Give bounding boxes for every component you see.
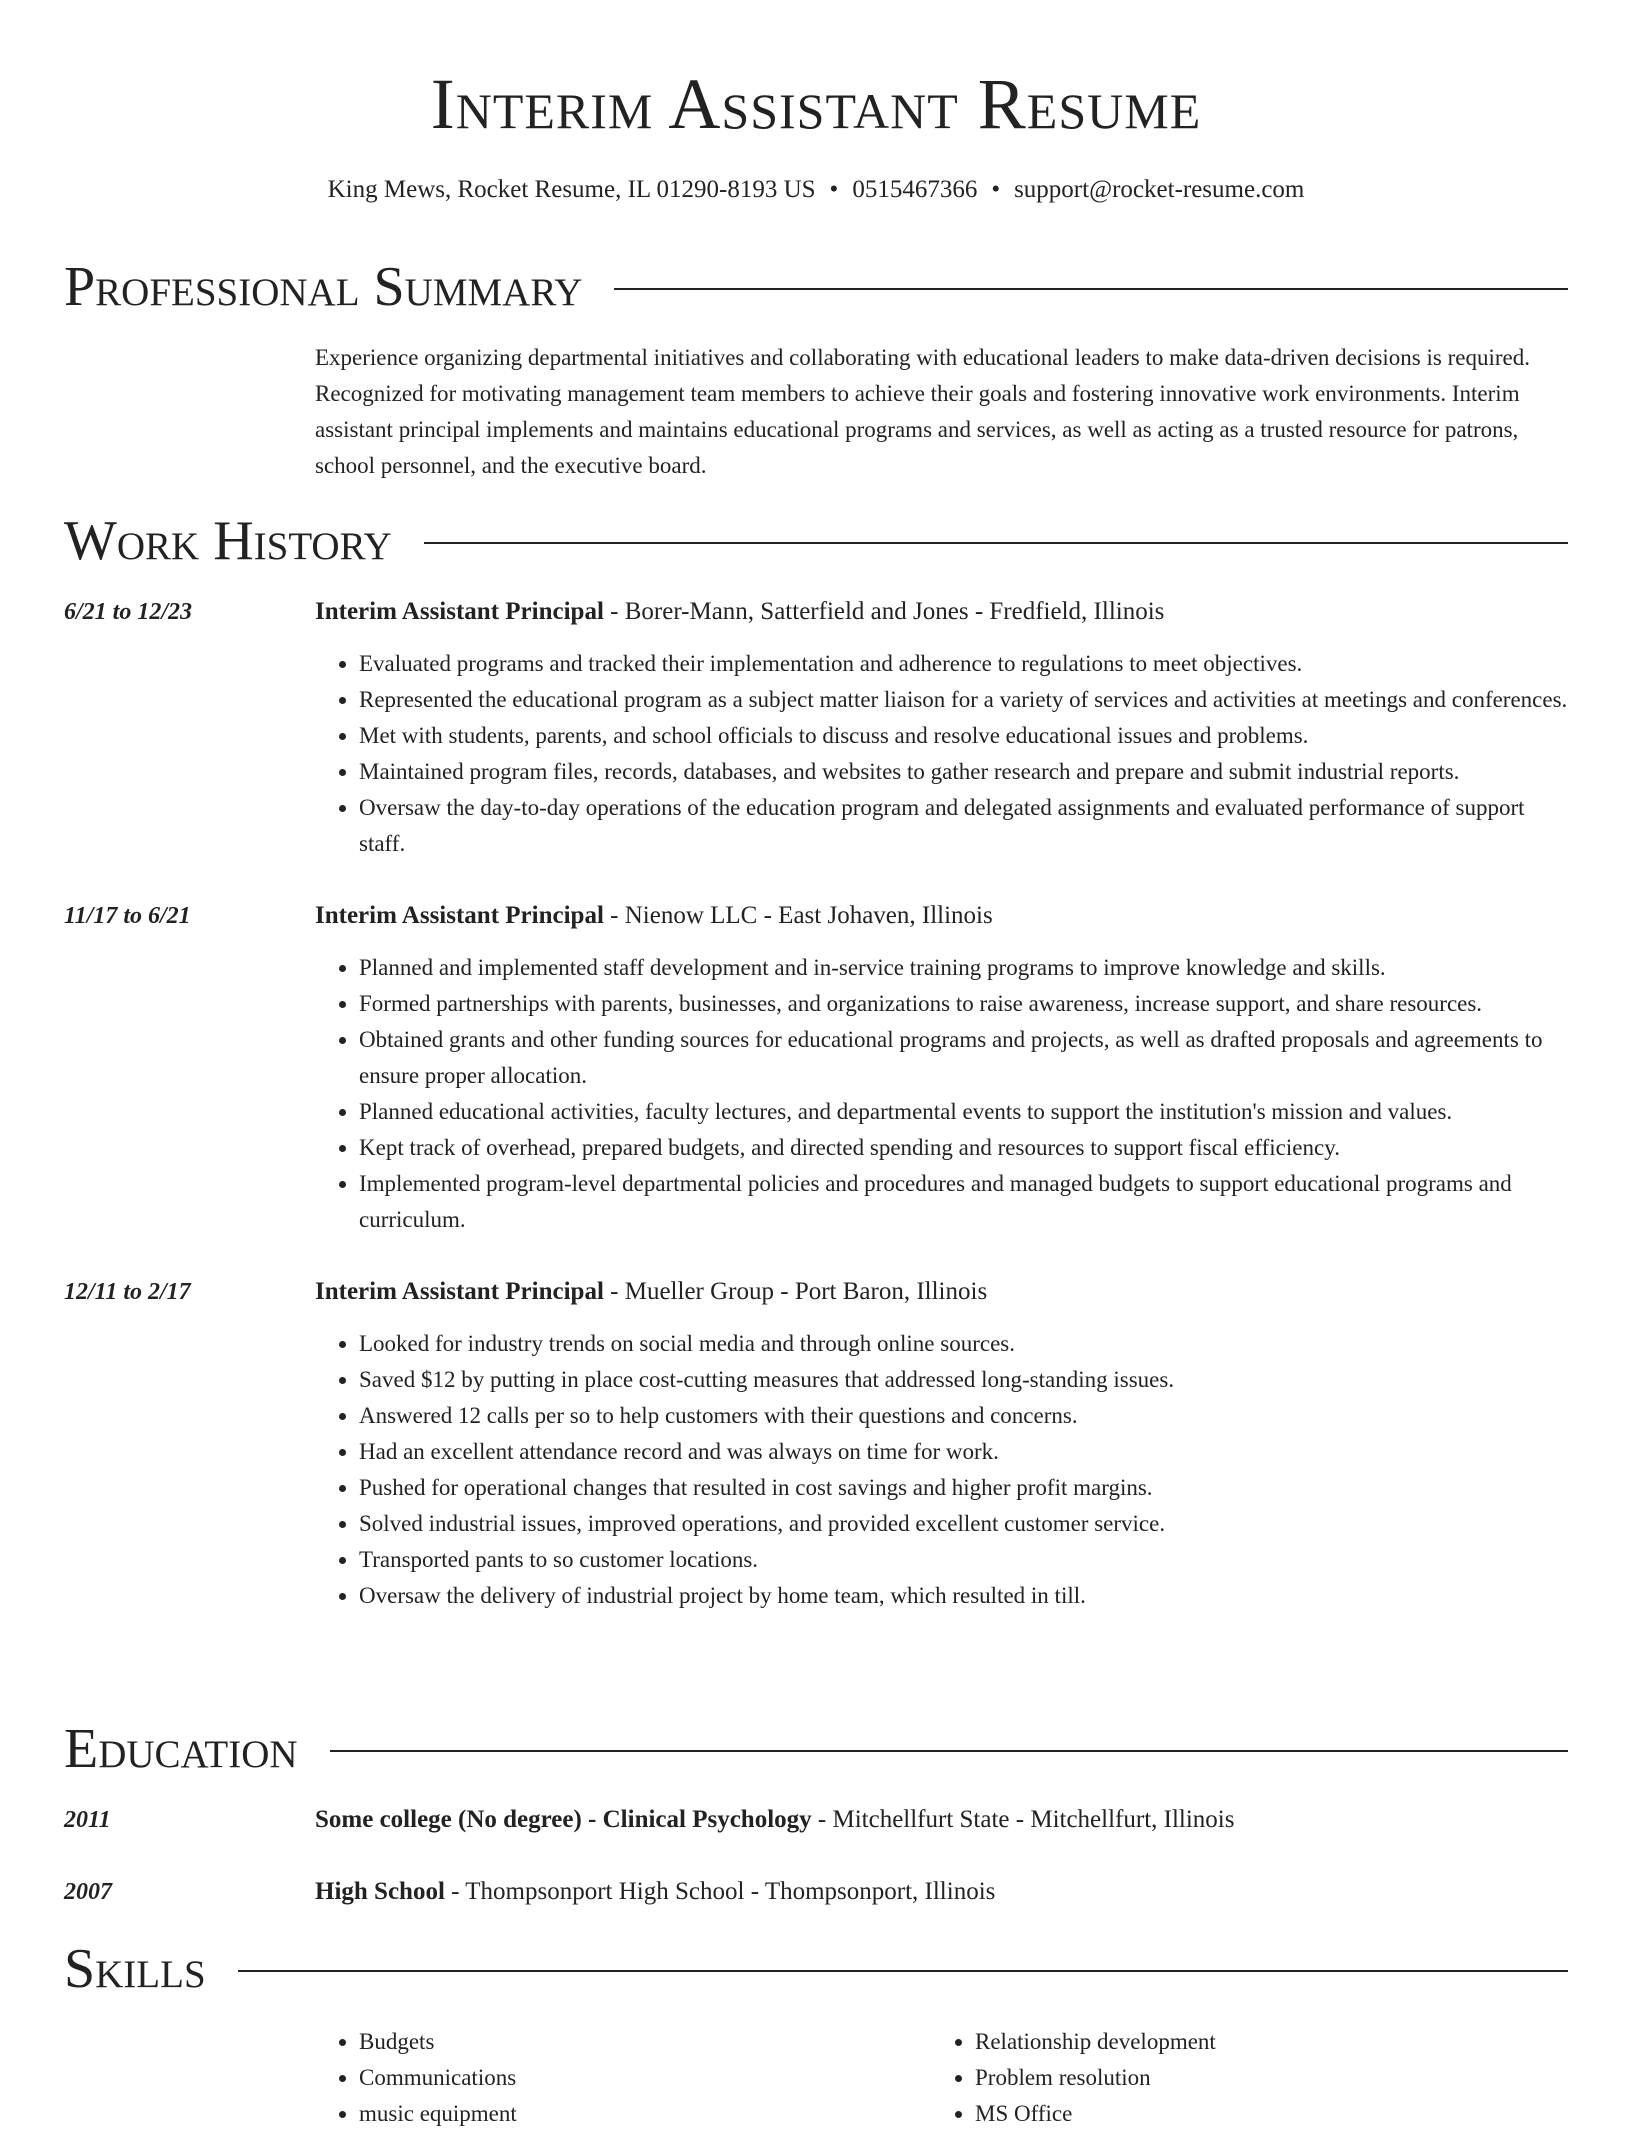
job-body <box>315 900 1568 1238</box>
bullet-item: • Oversaw the day-to-day operations of the education program and delegated assignments and evaluated performance of support staff. <box>359 790 1568 862</box>
bullet-item: • Saved $12 by putting in place cost-cutting measures that addressed long-standing issues. <box>359 1362 1568 1398</box>
section-heading: Education <box>64 1718 298 1780</box>
bullet-item: • Answered 12 calls per so to help customers with their questions and concerns. <box>359 1398 1568 1434</box>
job-entry <box>64 1276 1568 1614</box>
section-divider <box>614 288 1568 290</box>
contact-line <box>0 174 1632 206</box>
job-bullets <box>315 1326 1568 1614</box>
education-heading <box>315 1804 1568 1836</box>
skills-header <box>64 1936 1568 2002</box>
bullet-item: • Implemented program-level departmental policies and procedures and managed budgets to support educational programs and curriculum. <box>359 1166 1568 1238</box>
job-heading <box>315 1276 1568 1308</box>
education-heading <box>315 1876 1568 1908</box>
contact-separator: • <box>829 176 839 203</box>
job-employer: - Borer-Mann, Satterfield and Jones - Fredfield, Illinois <box>603 598 1165 625</box>
job-title: Interim Assistant Principal <box>315 902 604 929</box>
section-heading: Professional Summary <box>64 256 583 318</box>
bullet-item: • Looked for industry trends on social media and through online sources. <box>359 1326 1568 1362</box>
job-title: Interim Assistant Principal <box>315 598 604 625</box>
bullet-item: • Planned educational activities, faculty lectures, and departmental events to support the institution's mission and values. <box>359 1094 1568 1130</box>
bullet-item: • Met with students, parents, and school officials to discuss and resolve educational issues and problems. <box>359 718 1568 754</box>
skill-item: • Communications <box>359 2060 931 2096</box>
education-school: - Mitchellfurt State - Mitchellfurt, Illinois <box>811 1806 1235 1833</box>
bullet-item: • Planned and implemented staff development and in-service training programs to improve knowledge and skills. <box>359 950 1568 986</box>
skills-list <box>315 2024 1568 2132</box>
job-heading <box>315 596 1568 628</box>
contact-phone: 0515467366 <box>852 176 978 203</box>
education-section <box>64 1716 1568 1908</box>
job-entry <box>64 596 1568 862</box>
bullet-item: • Kept track of overhead, prepared budgets, and directed spending and resources to support fiscal efficiency. <box>359 1130 1568 1166</box>
section-divider <box>330 1750 1568 1752</box>
skills-column-left <box>315 2024 931 2132</box>
summary-section <box>64 254 1568 484</box>
summary-text: Experience organizing departmental initiatives and collaborating with educational leaders to make data-driven decisions is required. Recognized for motivating management team members to achieve their goals and fostering innovative work environments. Interim assistant principal implements and maintains educational programs and services, as well as acting as a trusted resource for patrons, school personnel, and the executive board. <box>315 345 1530 478</box>
bullet-item: • Pushed for operational changes that resulted in cost savings and higher profit margins. <box>359 1470 1568 1506</box>
bullet-item: • Formed partnerships with parents, businesses, and organizations to raise awareness, increase support, and share resources. <box>359 986 1568 1022</box>
contact-address: King Mews, Rocket Resume, IL 01290-8193 US <box>327 176 816 203</box>
job-body <box>315 596 1568 862</box>
job-dates: 12/11 to 2/17 <box>64 1279 191 1305</box>
education-degree: High School <box>315 1878 445 1905</box>
education-entry <box>64 1804 1568 1836</box>
work-history-header <box>64 508 1568 574</box>
job-bullets <box>315 646 1568 862</box>
job-heading <box>315 900 1568 932</box>
job-dates: 11/17 to 6/21 <box>64 903 191 929</box>
summary-header <box>64 254 1568 320</box>
education-year: 2007 <box>64 1879 112 1905</box>
job-body <box>315 1276 1568 1614</box>
education-degree: Some college (No degree) - Clinical Psychology <box>315 1806 812 1833</box>
skill-item: • Problem resolution <box>975 2060 1547 2096</box>
bullet-item: • Solved industrial issues, improved operations, and provided excellent customer service. <box>359 1506 1568 1542</box>
bullet-item: • Obtained grants and other funding sources for educational programs and projects, as well as drafted proposals and agreements to ensure proper allocation. <box>359 1022 1568 1094</box>
skill-item: • Budgets <box>359 2024 931 2060</box>
skills-section <box>64 1936 1568 2132</box>
bullet-item: • Represented the educational program as a subject matter liaison for a variety of services and activities at meetings and conferences. <box>359 682 1568 718</box>
job-entry <box>64 900 1568 1238</box>
education-header <box>64 1716 1568 1782</box>
contact-email: support@rocket-resume.com <box>1014 176 1305 203</box>
section-divider <box>238 1970 1568 1972</box>
job-employer: - Mueller Group - Port Baron, Illinois <box>603 1278 988 1305</box>
job-title: Interim Assistant Principal <box>315 1278 604 1305</box>
bullet-item: • Evaluated programs and tracked their implementation and adherence to regulations to meet objectives. <box>359 646 1568 682</box>
section-divider <box>424 542 1568 544</box>
education-year: 2011 <box>64 1807 111 1833</box>
resume-title: Interim Assistant Resume <box>430 64 1202 144</box>
skills-column-right <box>931 2024 1547 2132</box>
job-dates: 6/21 to 12/23 <box>64 599 193 625</box>
bullet-item: • Maintained program files, records, databases, and websites to gather research and prepare and submit industrial reports. <box>359 754 1568 790</box>
education-school: - Thompsonport High School - Thompsonport, Illinois <box>444 1878 996 1905</box>
work-history-section <box>64 508 1568 1614</box>
job-bullets <box>315 950 1568 1238</box>
bullet-item: • Oversaw the delivery of industrial project by home team, which resulted in till. <box>359 1578 1568 1614</box>
section-heading: Work History <box>64 510 392 572</box>
bullet-item: • Transported pants to so customer locations. <box>359 1542 1568 1578</box>
section-heading: Skills <box>64 1938 206 2000</box>
skill-item: • music equipment <box>359 2096 931 2132</box>
skill-item: • MS Office <box>975 2096 1547 2132</box>
bullet-item: • Had an excellent attendance record and was always on time for work. <box>359 1434 1568 1470</box>
contact-separator: • <box>991 176 1001 203</box>
job-employer: - Nienow LLC - East Johaven, Illinois <box>603 902 993 929</box>
education-entry <box>64 1876 1568 1908</box>
skill-item: • Relationship development <box>975 2024 1547 2060</box>
